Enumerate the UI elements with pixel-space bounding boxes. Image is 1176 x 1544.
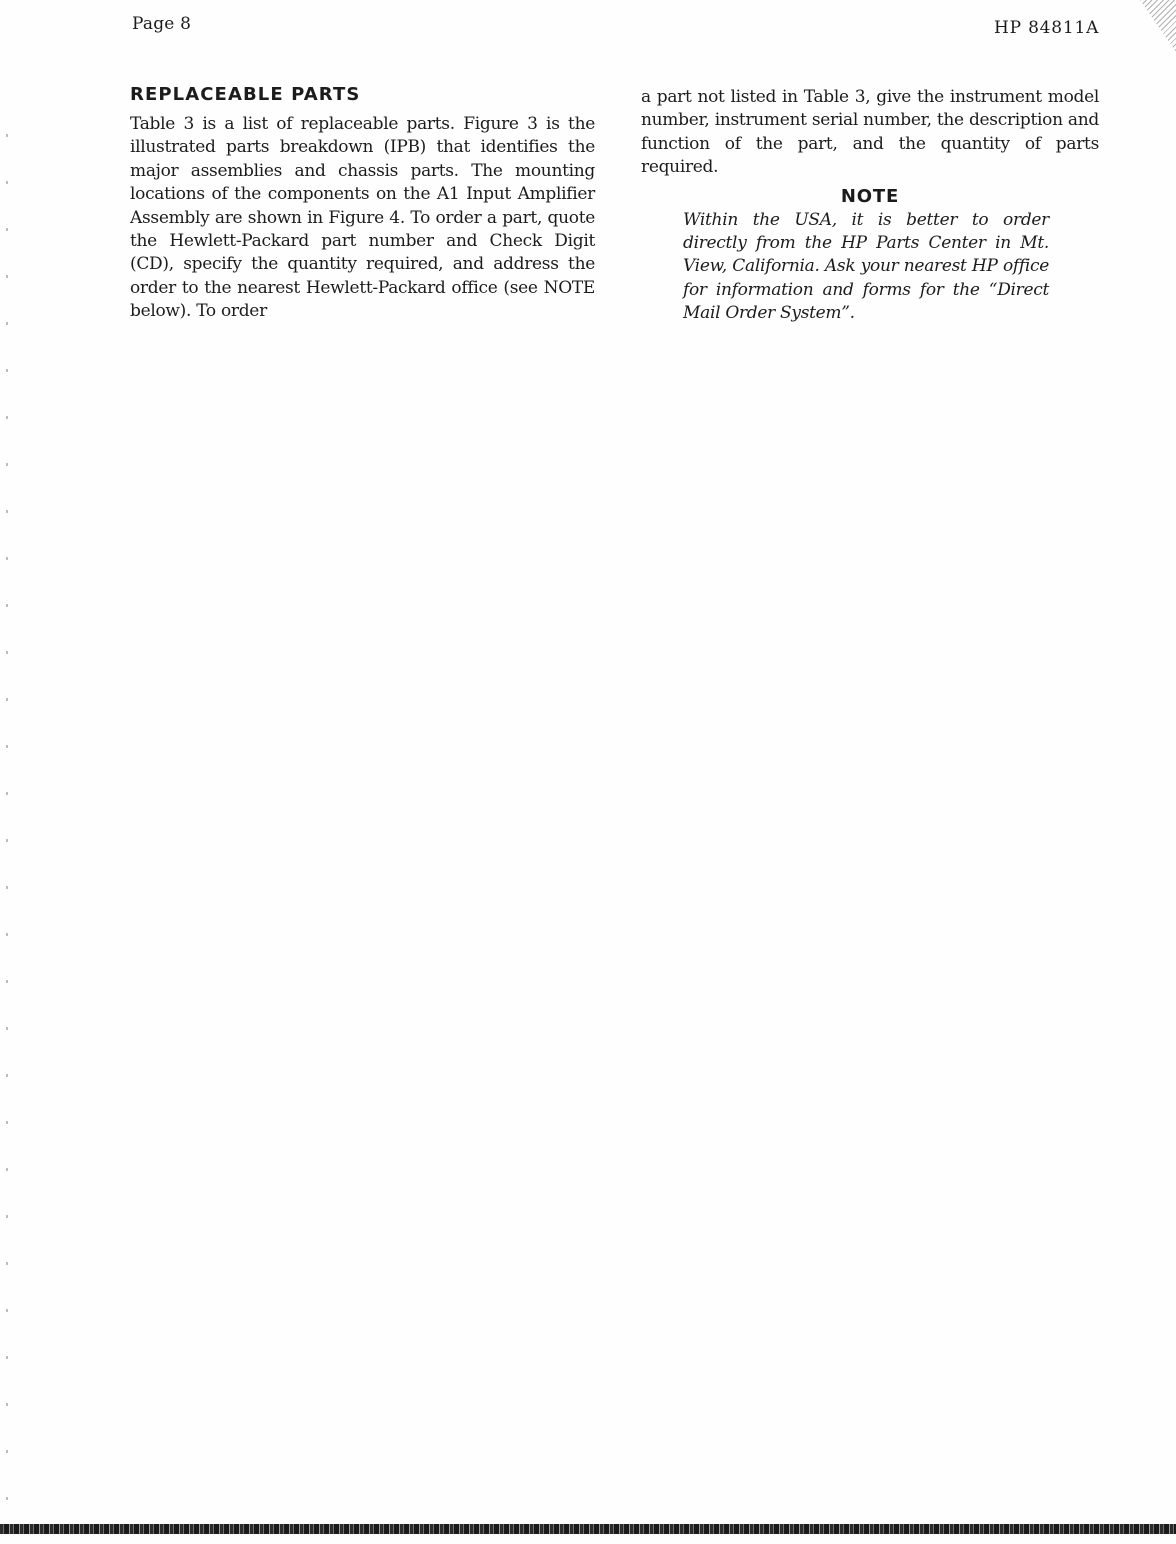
model-number: HP 84811A bbox=[994, 18, 1100, 38]
scan-bottom-band bbox=[0, 1524, 1176, 1534]
scan-corner-mark bbox=[1140, 0, 1176, 52]
replaceable-parts-paragraph-continued: a part not listed in Table 3, give the instrument model number, instrument serial number, the description and function of the part, and the quantity of parts required. bbox=[641, 87, 1099, 178]
scan-edge-speckle bbox=[6, 90, 8, 1510]
section-title: REPLACEABLE PARTS bbox=[130, 84, 361, 105]
note-text: Within the USA, it is better to order directly from the HP Parts Center in Mt. View, California. Ask your nearest HP office for information and forms for the “Direct Mail Order System”. bbox=[683, 209, 1049, 324]
right-column bbox=[641, 86, 1099, 326]
replaceable-parts-paragraph: Table 3 is a list of replaceable parts. Figure 3 is the illustrated parts breakdown (IPB) that identifies the major assemblies and chassis parts. The mounting locations of the components on the A1 Input Amplifier Assembly are shown in Figure 4. To order a part, quote the Hewlett-Packard part number and Check Digit (CD), specify the quantity required, and address the order to the nearest Hewlett-Packard office (see NOTE below). To order bbox=[130, 114, 595, 322]
page-number: Page 8 bbox=[132, 14, 192, 34]
note-title: NOTE bbox=[840, 185, 900, 207]
left-column bbox=[130, 84, 595, 324]
